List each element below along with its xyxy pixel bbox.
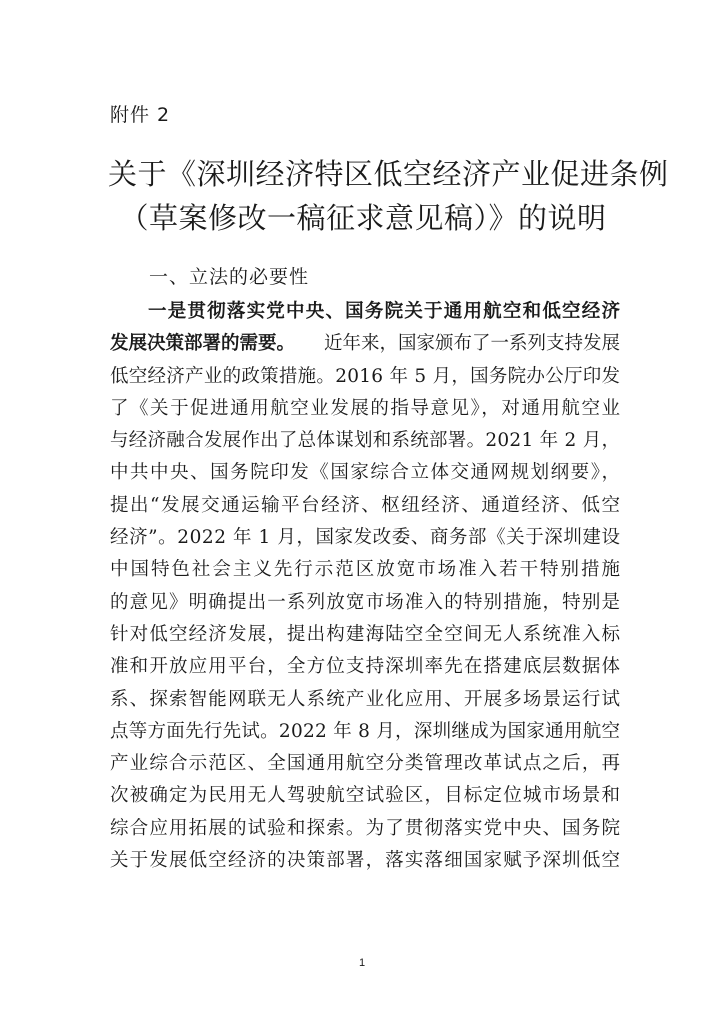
page-number: 1: [358, 957, 366, 969]
paragraph-text: 近年来，国家颁布了一系列支持发展: [323, 333, 620, 355]
attachment-label: 附件 2: [110, 104, 171, 126]
paragraph-line: [110, 522, 620, 554]
section-heading: 一、立法的必要性: [149, 266, 310, 288]
paragraph-line: [110, 457, 620, 489]
bold-lead-text: 一是贯彻落实党中央、国务院关于通用航空和低空经济: [148, 301, 622, 322]
body-paragraph: [110, 296, 620, 877]
paragraph-text: 与经济融合发展作出了总体谋划和系统部署。2021 年 2 月，: [110, 430, 621, 452]
paragraph-line: [110, 554, 620, 586]
paragraph-line: [110, 393, 620, 425]
paragraph-line: [110, 490, 620, 522]
paragraph-text: 经济”。2022 年 1 月，国家发改委、商务部《关于深圳建设: [110, 527, 621, 549]
paragraph-line: [110, 716, 620, 748]
paragraph-line: [110, 780, 620, 812]
paragraph-text: 针对低空经济发展，提出构建海陆空全空间无人系统准入标: [110, 623, 622, 645]
paragraph-text: 综合应用拓展的试验和探索。为了贯彻落实党中央、国务院: [110, 817, 622, 839]
bold-lead-text: 发展决策部署的需要。: [110, 333, 296, 355]
document-title: [108, 152, 669, 240]
paragraph-text: 系、探索智能网联无人系统产业化应用、开展多场景运行试: [110, 688, 622, 710]
paragraph-text: 产业综合示范区、全国通用航空分类管理改革试点之后，再: [110, 753, 622, 775]
paragraph-text: 准和开放应用平台，全方位支持深圳率先在搭建底层数据体: [110, 656, 622, 678]
paragraph-text: 了《关于促进通用航空业发展的指导意见》，对通用航空业: [110, 397, 622, 419]
paragraph-line: [110, 361, 620, 393]
paragraph-line: [110, 425, 620, 457]
paragraph-text: 次被确定为民用无人驾驶航空试验区，目标定位城市场景和: [110, 785, 622, 807]
paragraph-line: [110, 328, 620, 360]
title-line-1: 关于《深圳经济特区低空经济产业促进条例: [108, 157, 669, 191]
paragraph-line: [110, 813, 620, 845]
paragraph-text: 点等方面先行先试。2022 年 8 月，深圳继成为国家通用航空: [110, 720, 621, 742]
paragraph-text: 中国特色社会主义先行示范区放宽市场准入若干特别措施: [110, 559, 622, 581]
paragraph-text: 的意见》明确提出一系列放宽市场准入的特别措施，特别是: [110, 591, 622, 613]
paragraph-text: 中共中央、国务院印发《国家综合立体交通网规划纲要》，: [110, 462, 622, 484]
paragraph-line: [110, 684, 620, 716]
paragraph-line: [110, 651, 620, 683]
paragraph-text: 关于发展低空经济的决策部署，落实落细国家赋予深圳低空: [110, 850, 622, 872]
paragraph-line: [110, 296, 620, 328]
title-line-2: （草案修改一稿征求意见稿）》的说明: [119, 201, 607, 235]
paragraph-line: [110, 587, 620, 619]
paragraph-line: [110, 748, 620, 780]
paragraph-text: 低空经济产业的政策措施。2016 年 5 月，国务院办公厅印发: [110, 365, 621, 387]
paragraph-line: [110, 619, 620, 651]
paragraph-line: [110, 845, 620, 877]
paragraph-text: 提出“发展交通运输平台经济、枢纽经济、通道经济、低空: [110, 494, 622, 516]
